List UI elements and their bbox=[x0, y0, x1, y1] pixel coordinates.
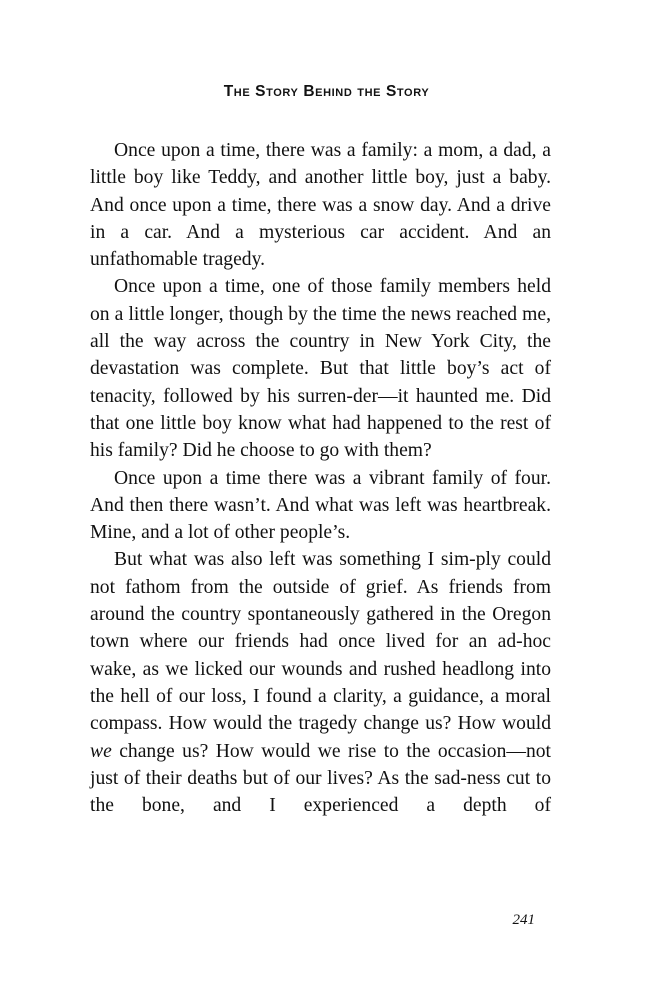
paragraph-4-text-b: change us? How would we rise to the occasion—not just of their deaths but of our lives? As the sad-ness cut to the bone, and I experienced a depth of bbox=[90, 740, 551, 817]
paragraph-4 bbox=[90, 546, 551, 819]
paragraph-2: Once upon a time, one of those family members held on a little longer, though by the time the news reached me, all the way across the country in New York City, the devastation was complete. But that little boy’s act of tenacity, followed by his surren-der—it haunted me. Did that one little boy know what had happened to the rest of his family? Did he choose to go with them? bbox=[90, 276, 551, 462]
paragraph-4-emphasis: we bbox=[90, 740, 112, 762]
paragraph-1: Once upon a time, there was a family: a mom, a dad, a little boy like Teddy, and another little boy, just a baby. And once upon a time, there was a snow day. And a drive in a car. And a mysterious car accident. And an unfathomable tragedy. bbox=[90, 140, 551, 271]
paragraph-4-text-a: But what was also left was something I sim-ply could not fathom from the outside of grief. As friends from around the country spontaneously gathered in the Oregon town where our friends had once lived for an ad-hoc wake, as we licked our wounds and rushed headlong into the hell of our loss, I found a clarity, a guidance, a moral compass. How would the tragedy change us? How would bbox=[90, 549, 551, 735]
page-number: 241 bbox=[512, 912, 535, 928]
chapter-heading: The Story Behind the Story bbox=[223, 83, 430, 100]
body-text bbox=[90, 137, 551, 819]
paragraph-3: Once upon a time there was a vibrant family of four. And then there wasn’t. And what was left was heartbreak. Mine, and a lot of other people’s. bbox=[90, 467, 551, 544]
